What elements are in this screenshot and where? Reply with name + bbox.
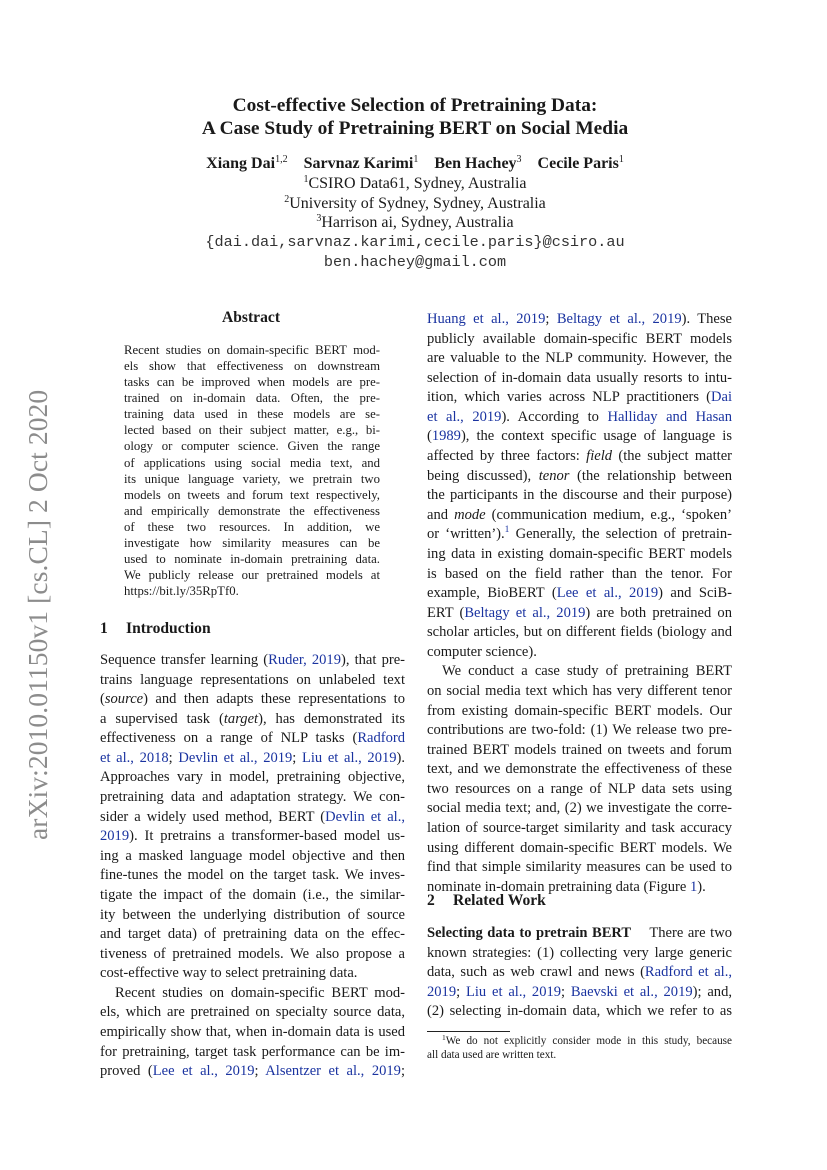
text-line: or ‘written’).$^1$ Generally, the selection of pretrain- — [427, 525, 732, 543]
text-line: being discussed), tenor (the relationship between — [427, 467, 732, 484]
text-line: computer science). — [427, 643, 537, 660]
text-line: are valuable to the NLP community. However, the — [427, 350, 732, 367]
citation-link[interactable]: Liu et al., 2019 — [465, 983, 562, 1000]
author-emails-line-2: ben.hachey@gmail.com — [323, 252, 507, 271]
text-line: trained BERT models trained on tweets and forum — [427, 741, 732, 758]
text-line: social media text; and, (2) we investigate the corre- — [427, 800, 732, 817]
text-line: scholar articles, but on different fields (biology and — [427, 624, 732, 641]
text-line: affected by three factors: field (the subject matter — [427, 448, 732, 465]
figure-link[interactable]: 1 — [689, 878, 698, 895]
affiliation: $^3$Harrison ai, Sydney, Australia — [316, 213, 514, 232]
text-line: pretraining data and adaptation strategy. We con- — [100, 789, 405, 806]
text-line: ition, which varies across NLP practitioners (Dai — [427, 389, 732, 406]
text-line: Huang et al., 2019; Beltagy et al., 2019). These — [427, 311, 732, 327]
title-block — [100, 94, 730, 272]
text-line: We conduct a case study of pretraining BERT — [442, 663, 732, 680]
text-line: nominate in-domain pretraining data (Figure 1). — [427, 878, 706, 895]
text-line: proved (Lee et al., 2019; Alsentzer et al., 2019; — [100, 1063, 405, 1080]
text-line: for pretraining, target task performance can be im- — [100, 1043, 405, 1060]
footnote — [427, 1034, 732, 1062]
text-line: selection of in-domain data usually resorts to intu- — [427, 369, 732, 386]
abstract-line: used to nominate in-domain pretraining data. — [124, 552, 380, 567]
footnote-divider — [427, 1031, 510, 1032]
abstract-line: of applications using social media text, and — [124, 455, 380, 470]
text-line: two resources on a range of NLP data sets using — [427, 780, 732, 797]
text-line: on social media text which has very different tenor — [427, 682, 732, 699]
abstract-line: and empirically demonstrate the effectiveness — [124, 503, 380, 518]
text-line: lation of source-target similarity and task accuracy — [427, 820, 732, 837]
abstract-line: training data used in these models are se- — [124, 407, 380, 422]
text-line: empirically show that, when in-domain data is used — [100, 1023, 405, 1040]
author-list — [100, 154, 730, 174]
text-line: ERT (Beltagy et al., 2019) are both pretrained on — [427, 604, 732, 621]
text-line: effectiveness on a range of NLP tasks (Radford — [100, 730, 405, 747]
citation-link[interactable]: Alsentzer et al., 2019 — [265, 1063, 401, 1080]
citation-link[interactable]: Huang et al., 2019 — [427, 311, 546, 327]
paper-title-line-1: Cost-effective Selection of Pretraining Data: — [232, 95, 598, 116]
abstract-heading: Abstract — [221, 309, 281, 326]
citation-link[interactable]: Radford — [357, 730, 405, 747]
abstract-line: ology or computer science. Given the range — [124, 439, 380, 454]
text-line: ity between the underlying distribution of source — [100, 906, 405, 923]
citation-link[interactable]: Dai — [710, 389, 732, 406]
citation-link[interactable]: et al., 2018 — [100, 749, 169, 766]
text-line: and mode (communication medium, e.g., ‘spoken’ — [427, 506, 732, 523]
text-line: from existing domain-specific BERT models. Our — [427, 702, 732, 719]
author: Cecile Paris$^1$ — [537, 154, 624, 172]
abstract-line: We publicly release our pretrained models at — [124, 568, 380, 583]
text-line: known strategies: (1) collecting very large generic — [427, 944, 732, 961]
text-line: et al., 2019). According to Halliday and Hasan — [427, 408, 732, 425]
abstract-line: trained on in-domain data. Often, the pre- — [124, 391, 380, 406]
citation-link[interactable]: Devlin et al., 2019 — [178, 749, 293, 766]
text-line: cost-effective way to select pretraining data. — [100, 965, 358, 982]
text-line: et al., 2018; Devlin et al., 2019; Liu et al., 2019). — [100, 749, 406, 766]
text-line: 2019). It pretrains a transformer-based model us- — [100, 828, 405, 845]
text-line: publicly available domain-specific BERT models — [427, 330, 732, 347]
text-line: tiveness of pretrained models. We also propose a — [100, 945, 405, 962]
text-line: (1989), the context specific usage of language is — [427, 428, 732, 445]
section-heading-related-work: 2 Related Work — [427, 892, 546, 909]
author: Xiang Dai$^{1,2}$ — [206, 154, 288, 172]
text-line: tigate the impact of the domain (i.e., the similar- — [100, 886, 405, 903]
text-line: trains language representations on unlabeled text — [100, 671, 405, 688]
text-line: 2019; Liu et al., 2019; Baevski et al., 2019); and, — [427, 983, 732, 1000]
citation-link[interactable]: Halliday and Hasan — [607, 408, 732, 425]
text-line: ing data in existing domain-specific BERT models — [427, 545, 732, 562]
abstract-line: tasks can be improved when models are pre- — [124, 375, 380, 390]
text-line: els, which are pretrained on specialty source data, — [100, 1004, 405, 1021]
abstract-line: of these two resources. In addition, we — [124, 519, 380, 534]
citation-link[interactable]: Devlin et al., — [325, 808, 405, 825]
author: Sarvnaz Karimi$^1$ — [303, 154, 419, 172]
author: Ben Hachey$^3$ — [434, 154, 522, 172]
affiliation: $^1$CSIRO Data61, Sydney, Australia — [303, 174, 527, 192]
footnote-line: $^1$We do not explicitly consider mode in this study, because — [442, 1033, 732, 1047]
abstract-body — [124, 342, 380, 599]
author-emails-line-1: {dai.dai,sarvnaz.karimi,cecile.paris}@csiro.au — [205, 233, 625, 252]
text-line: contributions are two-fold: (1) We release two pre- — [427, 722, 732, 739]
introduction-body — [100, 651, 405, 1082]
section-heading-introduction: 1 Introduction — [100, 620, 211, 637]
introduction-body-continued — [427, 310, 732, 897]
affiliation: $^2$University of Sydney, Sydney, Australia — [284, 193, 546, 212]
citation-link[interactable]: Ruder, 2019 — [268, 652, 341, 668]
text-line: sider a widely used method, BERT (Devlin et al., — [100, 808, 405, 825]
abstract-line: its unique language variety, we pretrain two — [124, 471, 380, 486]
text-line: find that simple similarity measures can be used to — [427, 859, 732, 876]
citation-link[interactable]: Lee et al., 2019 — [152, 1063, 255, 1080]
text-line: is based on the field rather than the tenor. For — [427, 565, 732, 582]
text-line: Sequence transfer learning (Ruder, 2019), that pre- — [100, 652, 405, 668]
citation-link[interactable]: Beltagy et al., 2019 — [464, 604, 586, 621]
text-line: and target data) of pretraining data on the effec- — [100, 926, 405, 943]
citation-link[interactable]: Baevski et al., 2019 — [570, 983, 693, 1000]
abstract-line: els show that effectiveness on downstream — [124, 359, 380, 374]
abstract-line: Recent studies on domain-specific BERT mod- — [124, 343, 380, 357]
text-line: (source) and then adapts these representations to — [100, 691, 405, 708]
related-work-body — [427, 924, 732, 1022]
text-line: Approaches vary in model, pretraining objective, — [100, 769, 405, 786]
footnote-line: all data used are written text. — [427, 1049, 557, 1062]
citation-link[interactable]: 2019 — [427, 983, 457, 1000]
text-line: ing a masked language model objective and then — [100, 847, 405, 864]
citation-link[interactable]: Radford et al., — [644, 964, 732, 981]
text-line: (2) selecting in-domain data, which we refer to as — [427, 1003, 732, 1020]
citation-link[interactable]: Beltagy et al., 2019 — [556, 311, 682, 327]
text-line: Selecting data to pretrain BERT There are two — [427, 925, 732, 941]
footnote-link[interactable]: 1 — [504, 525, 510, 536]
text-line: using different domain-specific BERT models. We — [427, 839, 732, 856]
citation-link[interactable]: Lee et al., 2019 — [556, 585, 659, 602]
citation-link[interactable]: et al., 2019 — [427, 408, 502, 425]
text-line: example, BioBERT (Lee et al., 2019) and SciB- — [427, 585, 733, 602]
paper-title-line-2: A Case Study of Pretraining BERT on Social Media — [201, 118, 629, 139]
text-line: Recent studies on domain-specific BERT mod- — [115, 984, 405, 1001]
citation-link[interactable]: Liu et al., 2019 — [302, 749, 397, 766]
citation-link[interactable]: 2019 — [100, 828, 130, 845]
text-line: the participants in the discourse and their purpose) — [427, 487, 732, 504]
text-line: text, and we demonstrate the effectiveness of these — [427, 761, 732, 778]
text-line: fine-tunes the model on the target task. We inves- — [100, 867, 405, 884]
abstract-line: lected based on their subject matter, e.g., bi- — [124, 423, 380, 438]
abstract-line: models on tweets and forum text respectively, — [124, 487, 380, 502]
arxiv-identifier-stamp[interactable]: arXiv:2010.01150v1 [cs.CL] 2 Oct 2020 — [22, 389, 53, 840]
text-line: data, such as web crawl and news (Radford et al., — [427, 964, 732, 981]
citation-link[interactable]: 1989 — [431, 428, 461, 445]
abstract-line: investigate how similarity measures can be — [124, 535, 380, 550]
paragraph-heading: Selecting data to pretrain BERT — [427, 925, 632, 941]
text-line: a supervised task (target), has demonstrated its — [100, 710, 405, 727]
abstract-line: https://bit.ly/35RpTf0. — [124, 584, 239, 599]
